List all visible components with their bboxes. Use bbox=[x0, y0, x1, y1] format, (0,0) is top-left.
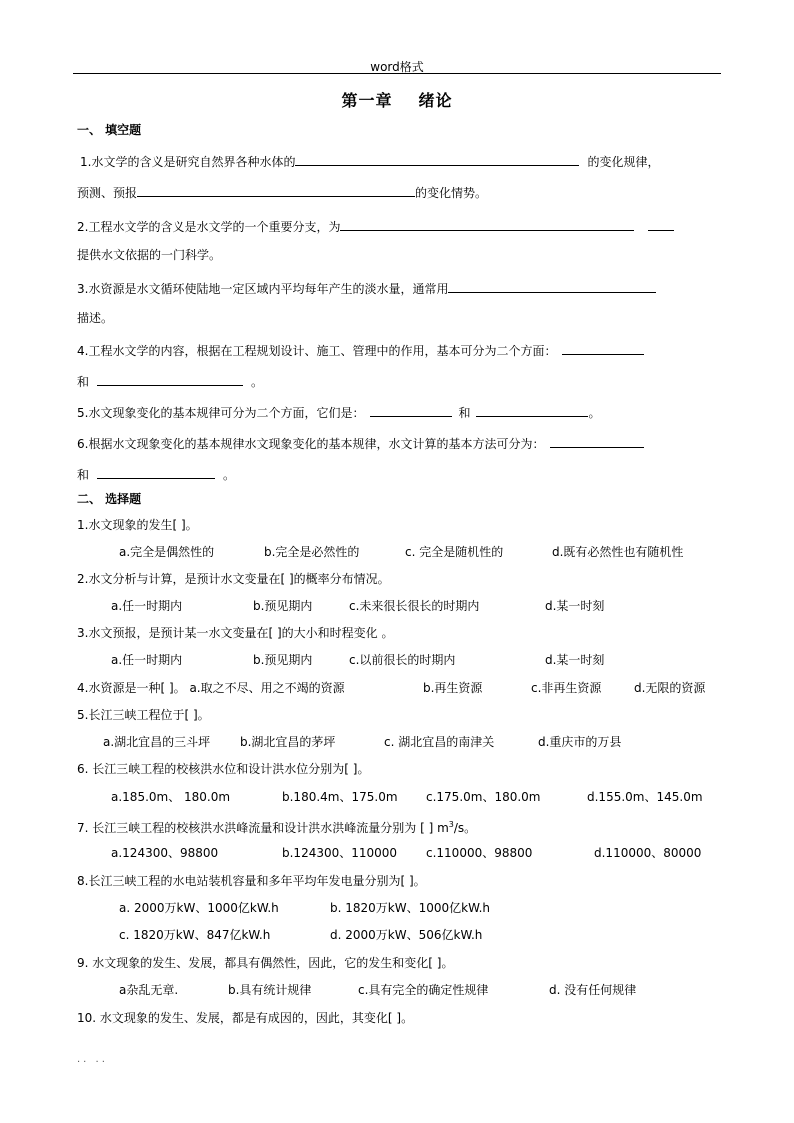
fill-q1-line2: 预测、预报 的变化情势。 bbox=[77, 183, 487, 201]
choice-option: c.110000、98800 bbox=[426, 846, 533, 860]
fill-blank bbox=[550, 434, 644, 448]
choice-option: d.110000、80000 bbox=[594, 846, 702, 860]
header-rule bbox=[73, 73, 721, 74]
choice-option: a.124300、98800 bbox=[111, 846, 219, 860]
choice-q7: 7. 长江三峡工程的校核洪水洪峰流量和设计洪水洪峰流量分别为 [ ] $m^3/s$。 bbox=[77, 820, 477, 835]
fill-q2-line1: 2.工程水文学的含义是水文学的一个重要分支，为 bbox=[77, 217, 674, 235]
fill-q6-line1: 6.根据水文现象变化的基本规律水文现象变化的基本规律，水文计算的基本方法可分为： bbox=[77, 434, 644, 452]
fill-blank bbox=[97, 372, 243, 386]
choice-q4: 4.水资源是一种[ ]。 a.取之不尽、用之不竭的资源 bbox=[77, 681, 345, 695]
section-fill-heading: 一、 填空题 bbox=[77, 123, 142, 137]
choice-q2: 2.水文分析与计算，是预计水文变量在[ ]的概率分布情况。 bbox=[77, 572, 390, 586]
fill-blank bbox=[448, 279, 656, 293]
choice-option: c.未来很长很长的时期内 bbox=[349, 599, 480, 613]
choice-q1: 1.水文现象的发生[ ]。 bbox=[77, 518, 198, 532]
fill-q4-line2: 和 。 bbox=[77, 372, 263, 390]
choice-option: d.既有必然性也有随机性 bbox=[552, 545, 684, 559]
chapter-number: 第一章 bbox=[341, 91, 393, 110]
choice-option: c.非再生资源 bbox=[531, 681, 602, 695]
choice-q8: 8.长江三峡工程的水电站装机容量和多年平均年发电量分别为[ ]。 bbox=[77, 874, 426, 888]
choice-option: c.具有完全的确定性规律 bbox=[358, 983, 489, 997]
choice-q6: 6. 长江三峡工程的校核洪水位和设计洪水位分别为[ ]。 bbox=[77, 762, 370, 776]
fill-blank bbox=[137, 183, 415, 197]
fill-q4-line1: 4.工程水文学的内容，根据在工程规划设计、施工、管理中的作用，基本可分为二个方面： bbox=[77, 341, 644, 359]
choice-option: b.完全是必然性的 bbox=[264, 545, 360, 559]
fill-blank bbox=[340, 217, 634, 231]
choice-option: b.具有统计规律 bbox=[228, 983, 312, 997]
choice-option: d.无限的资源 bbox=[634, 681, 706, 695]
choice-option: b.180.4m、175.0m bbox=[282, 790, 398, 804]
section-choice-heading: 二、 选择题 bbox=[77, 492, 142, 506]
fill-blank bbox=[370, 403, 452, 417]
fill-blank bbox=[295, 152, 579, 166]
choice-option: d.某一时刻 bbox=[545, 599, 605, 613]
chapter-name: 绪论 bbox=[418, 91, 453, 110]
choice-q3: 3.水文预报，是预计某一水文变量在[ ]的大小和时程变化 。 bbox=[77, 626, 394, 640]
fill-blank bbox=[476, 403, 588, 417]
choice-option: c.以前很长的时期内 bbox=[349, 653, 456, 667]
fill-q1-line1: 1.水文学的含义是研究自然界各种水体的 的变化规律， bbox=[80, 152, 659, 170]
fill-q3-line1: 3.水资源是水文循环使陆地一定区域内平均每年产生的淡水量，通常用 bbox=[77, 279, 656, 297]
fill-blank bbox=[562, 341, 644, 355]
choice-option: c. 湖北宜昌的南津关 bbox=[384, 735, 495, 749]
choice-q5: 5.长江三峡工程位于[ ]。 bbox=[77, 708, 210, 722]
choice-option: d.155.0m、145.0m bbox=[587, 790, 703, 804]
fill-q6-line2: 和 。 bbox=[77, 465, 235, 483]
chapter-title bbox=[0, 88, 794, 111]
choice-option: a.任一时期内 bbox=[111, 599, 183, 613]
choice-option: b.湖北宜昌的茅坪 bbox=[240, 735, 336, 749]
page-footer: .. .. bbox=[77, 1054, 108, 1065]
choice-option: d.某一时刻 bbox=[545, 653, 605, 667]
fill-q5: 5.水文现象变化的基本规律可分为二个方面，它们是： 和 。 bbox=[77, 403, 600, 421]
choice-option: c.175.0m、180.0m bbox=[426, 790, 541, 804]
fill-blank bbox=[97, 465, 215, 479]
fill-q2-line2: 提供水文依据的一门科学。 bbox=[77, 248, 222, 262]
choice-option: b.124300、110000 bbox=[282, 846, 398, 860]
choice-q10: 10. 水文现象的发生、发展，都是有成因的，因此，其变化[ ]。 bbox=[77, 1011, 414, 1025]
choice-option: a. 2000万kW、1000亿kW.h bbox=[119, 901, 279, 915]
choice-option: a.185.0m、 180.0m bbox=[111, 790, 231, 804]
choice-option: a.完全是偶然性的 bbox=[119, 545, 215, 559]
fill-blank bbox=[648, 217, 674, 231]
choice-option: d. 没有任何规律 bbox=[549, 983, 637, 997]
choice-q9: 9. 水文现象的发生、发展，都具有偶然性，因此，它的发生和变化[ ]。 bbox=[77, 956, 454, 970]
page-header: word格式 bbox=[370, 60, 424, 74]
choice-option: c. 1820万kW、847亿kW.h bbox=[119, 928, 271, 942]
fill-q3-line2: 描述。 bbox=[77, 311, 114, 325]
choice-option: c. 完全是随机性的 bbox=[405, 545, 504, 559]
choice-option: d.重庆市的万县 bbox=[538, 735, 622, 749]
choice-option: a.湖北宜昌的三斗坪 bbox=[103, 735, 211, 749]
choice-option: d. 2000万kW、506亿kW.h bbox=[330, 928, 483, 942]
choice-option: b.预见期内 bbox=[253, 653, 313, 667]
choice-option: a杂乱无章. bbox=[119, 983, 179, 997]
choice-option: b.预见期内 bbox=[253, 599, 313, 613]
choice-option: b. 1820万kW、1000亿kW.h bbox=[330, 901, 490, 915]
choice-option: a.任一时期内 bbox=[111, 653, 183, 667]
choice-option: b.再生资源 bbox=[423, 681, 483, 695]
